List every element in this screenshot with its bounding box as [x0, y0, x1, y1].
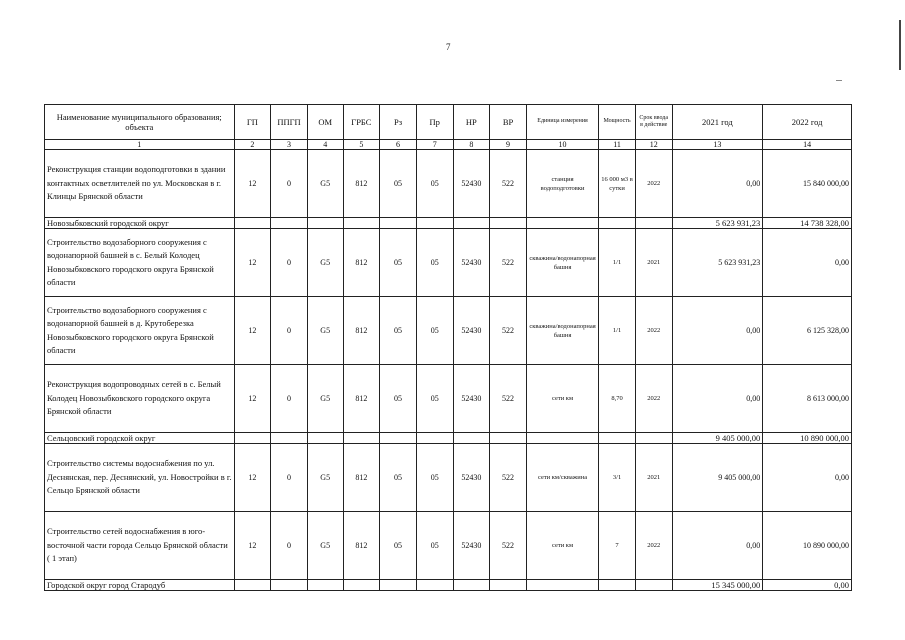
col-number: 7 [416, 140, 453, 150]
cell-rz: 05 [380, 150, 417, 218]
cell-gp: 12 [234, 365, 271, 433]
cell-nr: 52430 [453, 444, 490, 512]
cell-2021: 0,00 [672, 512, 763, 580]
col-header-ppgp: ППГП [271, 105, 308, 140]
cell-unit: скважина/водонапорная башня [526, 297, 598, 365]
project-row [45, 229, 852, 297]
col-header-capacity: Мощность [599, 105, 636, 140]
cell-vr: 522 [490, 297, 527, 365]
cell-rz: 05 [380, 512, 417, 580]
group-total-2021: 15 345 000,00 [672, 580, 763, 591]
project-name: Строительство системы водоснабжения по ул. Деснянская, пер. Деснянский, ул. Новостройки в г. Сельцо Брянской области [45, 444, 235, 512]
col-header-pr: Пр [416, 105, 453, 140]
col-number: 6 [380, 140, 417, 150]
cell-gp: 12 [234, 512, 271, 580]
col-number: 11 [599, 140, 636, 150]
cell-om: G5 [307, 512, 343, 580]
cell-rz: 05 [380, 365, 417, 433]
cell-year: 2022 [635, 297, 672, 365]
cell-2021: 0,00 [672, 150, 763, 218]
cell-rz: 05 [380, 297, 417, 365]
cell-2022: 0,00 [763, 229, 852, 297]
cell-2022: 10 890 000,00 [763, 512, 852, 580]
col-number: 9 [490, 140, 527, 150]
col-header-2022: 2022 год [763, 105, 852, 140]
cell-nr: 52430 [453, 365, 490, 433]
cell-nr: 52430 [453, 512, 490, 580]
cell-pr: 05 [416, 150, 453, 218]
cell-capacity: 1/1 [599, 297, 636, 365]
project-row [45, 444, 852, 512]
cell-pr: 05 [416, 297, 453, 365]
cell-nr: 52430 [453, 229, 490, 297]
col-header-nr: НР [453, 105, 490, 140]
col-header-unit: Единица измерения [526, 105, 598, 140]
cell-vr: 522 [490, 150, 527, 218]
cell-pr: 05 [416, 512, 453, 580]
col-number: 14 [763, 140, 852, 150]
cell-capacity: 1/1 [599, 229, 636, 297]
cell-om: G5 [307, 229, 343, 297]
cell-unit: сети км [526, 365, 598, 433]
cell-unit: станция водоподготовки [526, 150, 598, 218]
cell-nr: 52430 [453, 150, 490, 218]
page-edge-line [899, 20, 901, 70]
col-header-deadline: Срок ввода в действие [635, 105, 672, 140]
cell-2021: 9 405 000,00 [672, 444, 763, 512]
cell-ppgp: 0 [271, 512, 308, 580]
col-number: 4 [307, 140, 343, 150]
col-number: 8 [453, 140, 490, 150]
cell-capacity: 16 000 м3 в сутки [599, 150, 636, 218]
cell-gp: 12 [234, 444, 271, 512]
group-row [45, 218, 852, 229]
project-row [45, 365, 852, 433]
cell-om: G5 [307, 365, 343, 433]
cell-gp: 12 [234, 229, 271, 297]
page-number: 7 [446, 42, 451, 52]
col-header-gp: ГП [234, 105, 271, 140]
group-name: Новозыбковский городской округ [45, 218, 235, 229]
col-number: 10 [526, 140, 598, 150]
cell-unit: сети км [526, 512, 598, 580]
group-total-2022: 14 738 328,00 [763, 218, 852, 229]
cell-vr: 522 [490, 444, 527, 512]
cell-ppgp: 0 [271, 444, 308, 512]
project-name: Строительство сетей водоснабжения в юго-восточной части города Сельцо Брянской области ( 1 этап) [45, 512, 235, 580]
cell-ppgp: 0 [271, 229, 308, 297]
cell-2022: 0,00 [763, 444, 852, 512]
cell-rz: 05 [380, 444, 417, 512]
cell-unit: скважина/водонапорная башня [526, 229, 598, 297]
col-header-vr: ВР [490, 105, 527, 140]
group-total-2021: 5 623 931,23 [672, 218, 763, 229]
cell-grbs: 812 [343, 150, 380, 218]
col-header-name: Наименование муниципального образования; объекта [45, 105, 235, 140]
cell-2022: 15 840 000,00 [763, 150, 852, 218]
cell-grbs: 812 [343, 297, 380, 365]
cell-2021: 0,00 [672, 365, 763, 433]
cell-year: 2022 [635, 512, 672, 580]
cell-pr: 05 [416, 229, 453, 297]
cell-vr: 522 [490, 365, 527, 433]
col-header-om: ОМ [307, 105, 343, 140]
cell-pr: 05 [416, 444, 453, 512]
cell-ppgp: 0 [271, 297, 308, 365]
group-name: Сельцовский городской округ [45, 433, 235, 444]
project-name: Реконструкция водопроводных сетей в с. Белый Колодец Новозыбковского городского округа Брянской области [45, 365, 235, 433]
column-number-row [45, 140, 852, 150]
cell-2021: 0,00 [672, 297, 763, 365]
project-row [45, 512, 852, 580]
cell-2022: 8 613 000,00 [763, 365, 852, 433]
cell-capacity: 7 [599, 512, 636, 580]
project-row [45, 297, 852, 365]
project-name: Реконструкция станции водоподготовки в здании контактных осветлителей по ул. Московская в г. Клинцы Брянской области [45, 150, 235, 218]
cell-year: 2021 [635, 444, 672, 512]
group-row [45, 580, 852, 591]
budget-table [44, 104, 852, 591]
cell-2021: 5 623 931,23 [672, 229, 763, 297]
cell-capacity: 8,70 [599, 365, 636, 433]
cell-2022: 6 125 328,00 [763, 297, 852, 365]
cell-capacity: 3/1 [599, 444, 636, 512]
group-total-2022: 0,00 [763, 580, 852, 591]
project-name: Строительство водозаборного сооружения с водонапорной башней в с. Белый Колодец Новозыбковского городского округа Брянской области [45, 229, 235, 297]
cell-unit: сети км/скважина [526, 444, 598, 512]
group-total-2022: 10 890 000,00 [763, 433, 852, 444]
cell-grbs: 812 [343, 512, 380, 580]
header-row [45, 105, 852, 140]
col-header-2021: 2021 год [672, 105, 763, 140]
col-header-rz: Рз [380, 105, 417, 140]
cell-om: G5 [307, 297, 343, 365]
cell-grbs: 812 [343, 229, 380, 297]
cell-ppgp: 0 [271, 150, 308, 218]
cell-rz: 05 [380, 229, 417, 297]
group-total-2021: 9 405 000,00 [672, 433, 763, 444]
col-number: 5 [343, 140, 380, 150]
cell-vr: 522 [490, 229, 527, 297]
project-row [45, 150, 852, 218]
cell-pr: 05 [416, 365, 453, 433]
col-number: 13 [672, 140, 763, 150]
cell-gp: 12 [234, 297, 271, 365]
cell-nr: 52430 [453, 297, 490, 365]
col-number: 2 [234, 140, 271, 150]
cell-year: 2022 [635, 365, 672, 433]
cell-year: 2022 [635, 150, 672, 218]
group-row [45, 433, 852, 444]
cell-grbs: 812 [343, 365, 380, 433]
cell-ppgp: 0 [271, 365, 308, 433]
project-name: Строительство водозаборного сооружения с водонапорной башней в д. Крутоберезка Новозыбковского городского округа Брянской области [45, 297, 235, 365]
scan-mark [836, 80, 842, 81]
cell-om: G5 [307, 150, 343, 218]
group-name: Городской округ город Стародуб [45, 580, 235, 591]
col-number: 3 [271, 140, 308, 150]
cell-year: 2021 [635, 229, 672, 297]
col-number: 1 [45, 140, 235, 150]
col-header-grbs: ГРБС [343, 105, 380, 140]
col-number: 12 [635, 140, 672, 150]
cell-gp: 12 [234, 150, 271, 218]
cell-grbs: 812 [343, 444, 380, 512]
cell-om: G5 [307, 444, 343, 512]
cell-vr: 522 [490, 512, 527, 580]
